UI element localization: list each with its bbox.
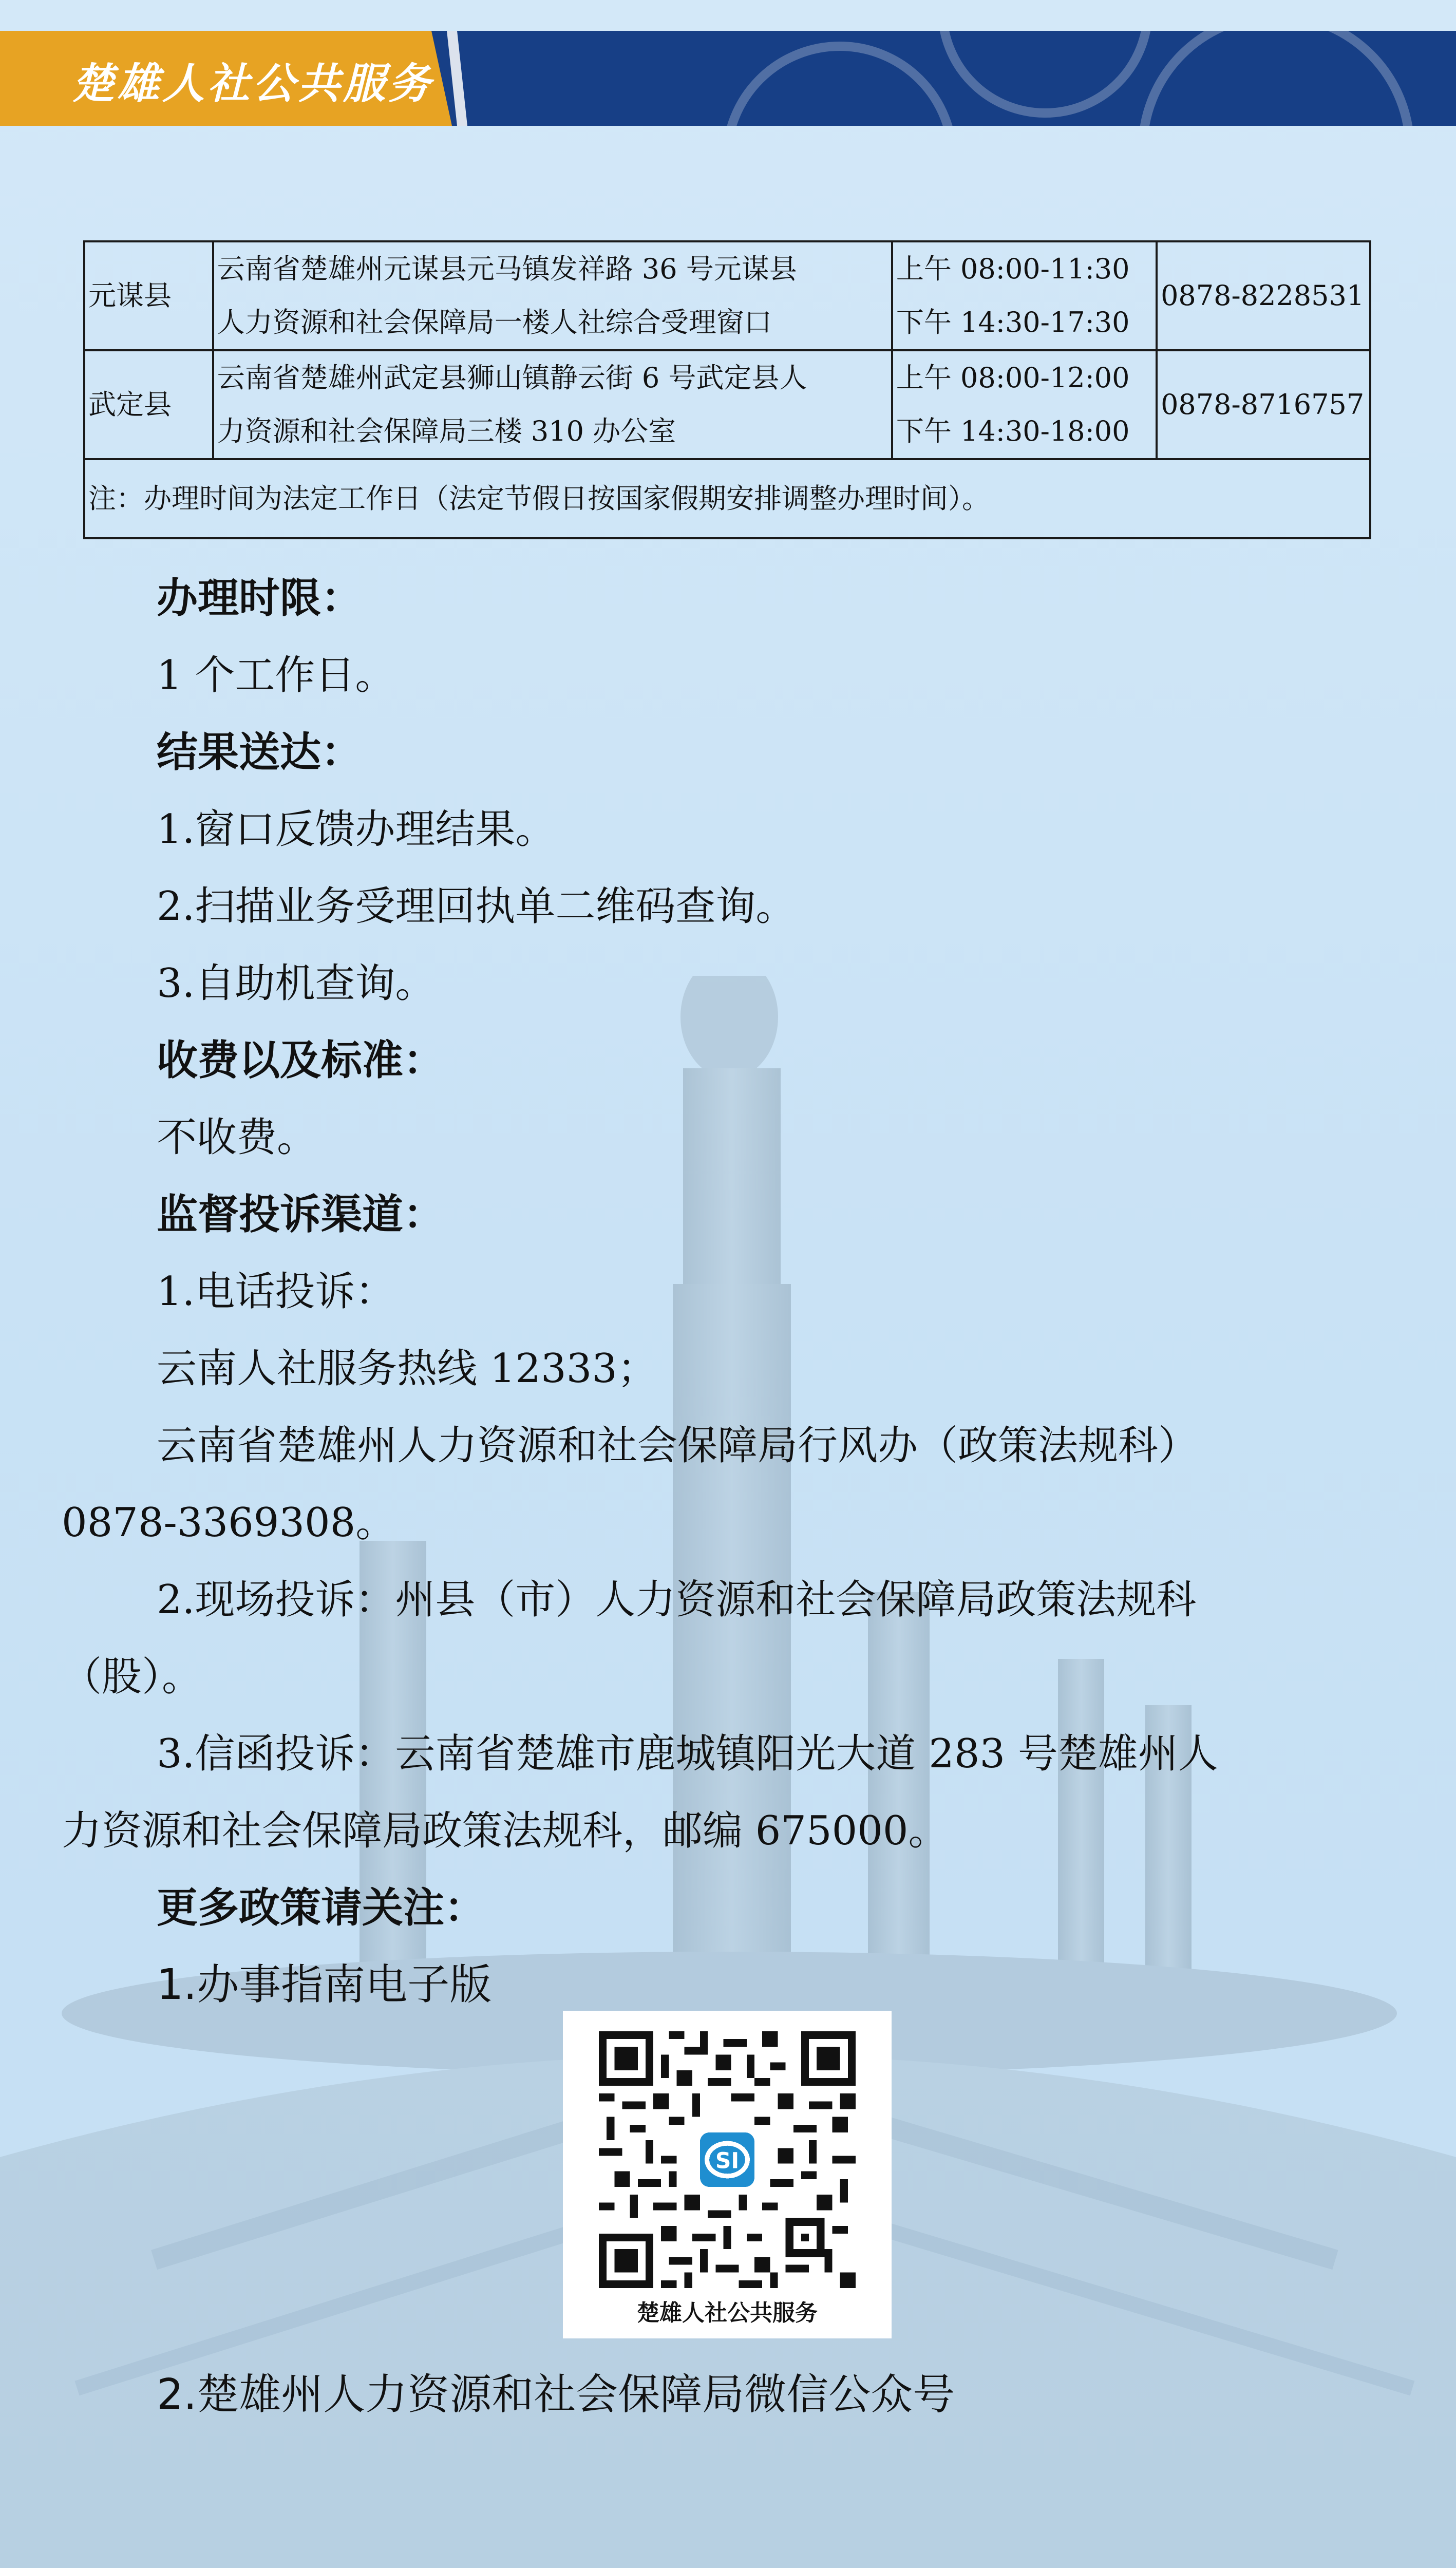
letter-complaint-text-cont: 力资源和社会保障局政策法规科，邮编 675000。 bbox=[62, 1808, 949, 1854]
header-tab-edge bbox=[447, 31, 467, 126]
phone-cell: 0878-8716757 bbox=[1157, 350, 1370, 459]
e-guide-label: 1.办事指南电子版 bbox=[157, 1960, 492, 2009]
qr-caption: 楚雄人社公共服务 bbox=[637, 2300, 818, 2326]
county-cell: 元谋县 bbox=[84, 241, 213, 350]
table-row bbox=[84, 241, 1370, 350]
phone-cell: 0878-8228531 bbox=[1157, 241, 1370, 350]
hotline-text: 云南人社服务热线 12333； bbox=[157, 1346, 657, 1392]
qr-code-card[interactable] bbox=[563, 2011, 892, 2338]
onsite-complaint-text-cont: （股）。 bbox=[62, 1654, 202, 1700]
time-limit-text: 1 个工作日。 bbox=[157, 652, 395, 698]
list-item: 1.窗口反馈办理结果。 bbox=[157, 806, 556, 853]
hours-cell bbox=[892, 241, 1157, 350]
morning-hours: 上午 08:00-11:30 bbox=[896, 253, 1130, 285]
list-item: 2.扫描业务受理回执单二维码查询。 bbox=[157, 883, 796, 930]
fees-heading: 收费以及标准： bbox=[157, 1036, 444, 1084]
morning-hours: 上午 08:00-12:00 bbox=[896, 362, 1130, 394]
address-line: 人力资源和社会保障局一楼人社综合受理窗口 bbox=[217, 306, 772, 338]
complaint-office-phone: 0878-3369308。 bbox=[62, 1500, 396, 1546]
qr-code-icon bbox=[594, 2031, 861, 2288]
address-cell bbox=[213, 350, 892, 459]
complaint-office-text: 云南省楚雄州人力资源和社会保障局行风办（政策法规科） bbox=[157, 1423, 1199, 1469]
hours-cell bbox=[892, 350, 1157, 459]
fees-text: 不收费。 bbox=[157, 1115, 317, 1161]
wechat-account-label: 2.楚雄州人力资源和社会保障局微信公众号 bbox=[157, 2370, 955, 2419]
complaints-heading: 监督投诉渠道： bbox=[157, 1191, 444, 1238]
result-delivery-heading: 结果送达： bbox=[157, 728, 362, 776]
header-banner bbox=[0, 31, 1456, 126]
county-cell: 武定县 bbox=[84, 350, 213, 459]
address-line: 云南省楚雄州元谋县元马镇发祥路 36 号元谋县 bbox=[217, 253, 797, 285]
address-line: 云南省楚雄州武定县狮山镇静云街 6 号武定县人 bbox=[217, 362, 807, 394]
time-limit-heading: 办理时限： bbox=[157, 574, 362, 622]
address-cell bbox=[213, 241, 892, 350]
header-title: 楚雄人社公共服务 bbox=[72, 59, 433, 108]
more-policies-heading: 更多政策请关注： bbox=[157, 1884, 485, 1932]
table-note-row bbox=[84, 459, 1370, 538]
decorative-arcs-icon bbox=[583, 31, 1456, 126]
afternoon-hours: 下午 14:30-17:30 bbox=[896, 306, 1130, 338]
table-note: 注：办理时间为法定工作日（法定节假日按国家假期安排调整办理时间）。 bbox=[84, 459, 1370, 538]
afternoon-hours: 下午 14:30-18:00 bbox=[896, 415, 1130, 447]
list-item: 3.自助机查询。 bbox=[157, 960, 436, 1007]
qr-logo-text: SI bbox=[715, 2148, 740, 2174]
address-line: 力资源和社会保障局三楼 310 办公室 bbox=[217, 415, 676, 447]
service-office-table bbox=[83, 240, 1371, 539]
onsite-complaint-text: 2.现场投诉：州县（市）人力资源和社会保障局政策法规科 bbox=[157, 1577, 1197, 1623]
phone-complaint-title: 1.电话投诉： bbox=[157, 1269, 395, 1315]
guide-content bbox=[62, 560, 1397, 2024]
table-row bbox=[84, 350, 1370, 459]
letter-complaint-text: 3.信函投诉：云南省楚雄市鹿城镇阳光大道 283 号楚雄州人 bbox=[157, 1731, 1218, 1777]
